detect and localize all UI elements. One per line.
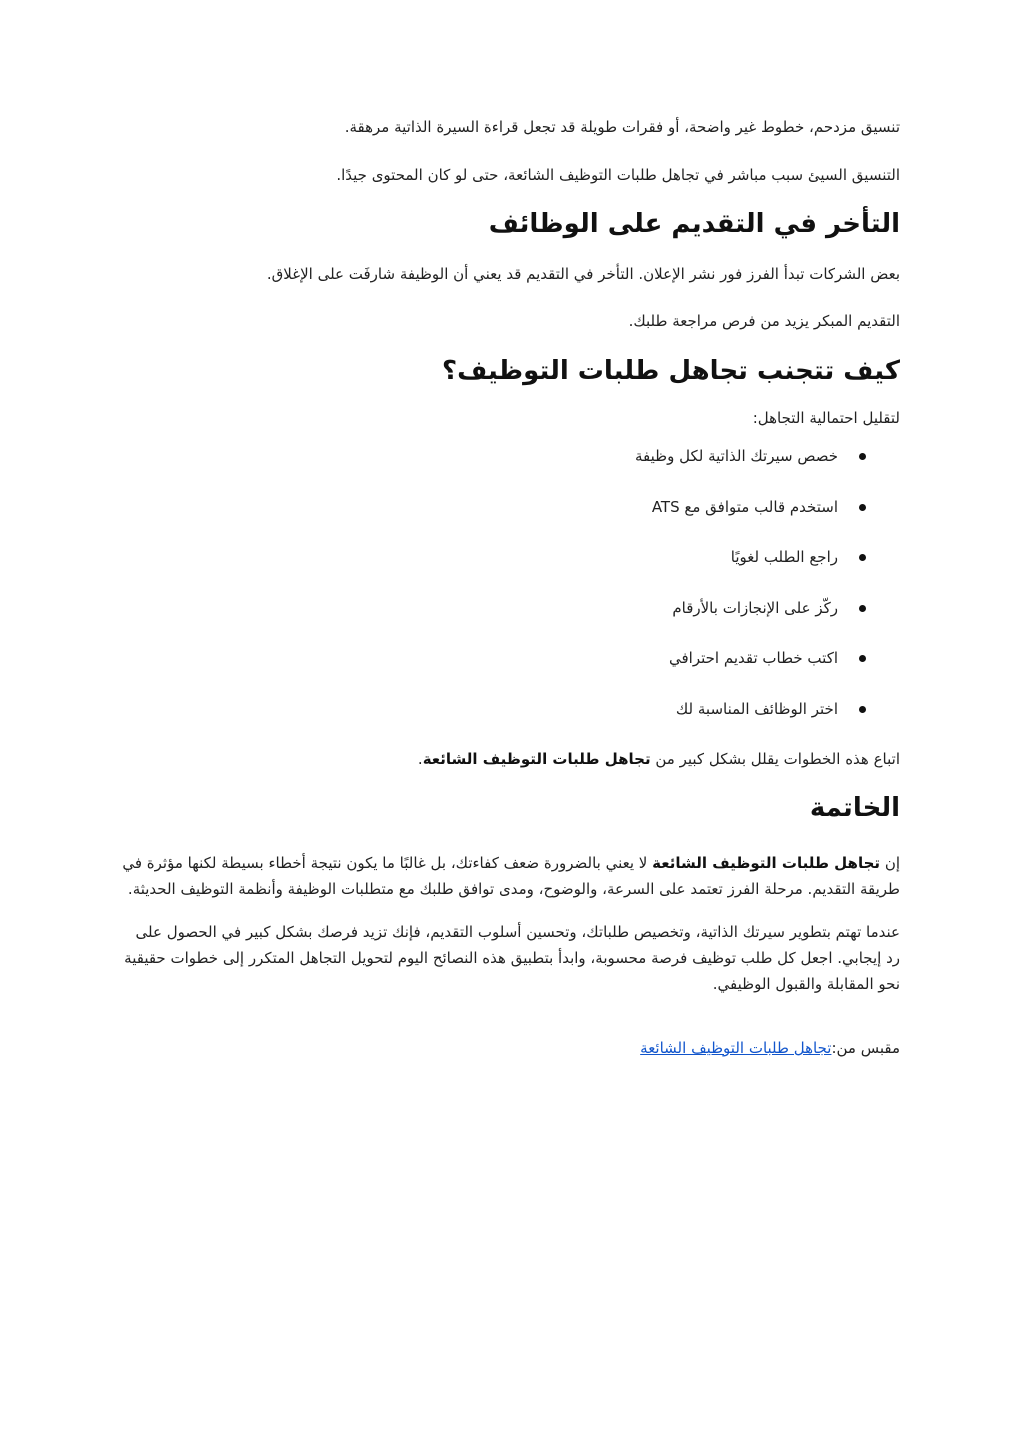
heading-conclusion: الخاتمة <box>809 792 900 823</box>
list-item-text: اختر الوظائف المناسبة لك <box>675 699 838 718</box>
paragraph-formatting-issue: تنسيق مزدحم، خطوط غير واضحة، أو فقرات طويلة قد تجعل قراءة السيرة الذاتية مرهقة. <box>344 118 900 136</box>
conclusion-text-prefix: إن <box>880 853 900 872</box>
bullet-icon <box>859 554 866 561</box>
list-item <box>120 443 900 469</box>
list-item-text: ركّز على الإنجازات بالأرقام <box>672 598 838 617</box>
list-item <box>120 595 900 621</box>
paragraph-formatting-cause: التنسيق السيئ سبب مباشر في تجاهل طلبات التوظيف الشائعة، حتى لو كان المحتوى جيدًا. <box>336 166 900 184</box>
paragraph-delay-early: التقديم المبكر يزيد من فرص مراجعة طلبك. <box>628 312 900 330</box>
follow-text-prefix: اتباع هذه الخطوات يقلل بشكل كبير من <box>650 749 900 768</box>
follow-text-suffix: . <box>417 749 423 768</box>
bullet-icon <box>859 655 866 662</box>
list-item <box>120 544 900 570</box>
bullet-icon <box>859 453 866 460</box>
conclusion-text-bold: تجاهل طلبات التوظيف الشائعة <box>652 853 881 872</box>
source-citation <box>120 1035 900 1061</box>
list-item <box>120 645 900 671</box>
list-item-text: خصص سيرتك الذاتية لكل وظيفة <box>635 447 838 465</box>
paragraph-delay-companies: بعض الشركات تبدأ الفرز فور نشر الإعلان. التأخر في التقديم قد يعني أن الوظيفة شارفَت على الإغلاق. <box>266 265 900 283</box>
bullet-icon <box>859 504 866 511</box>
source-prefix: مقبس من: <box>831 1038 900 1057</box>
list-item-text: راجع الطلب لغويًا <box>730 548 838 567</box>
conclusion-text-suffix: لا يعني بالضرورة ضعف كفاءتك، بل غالبًا ما يكون نتيجة أخطاء بسيطة لكنها مؤثرة في طريقة التقديم. مرحلة الفرز تعتمد على السرعة، والوضوح، ومدى توافق طلبك مع متطلبات الوظيفة وأنظمة التوظيف الحديثة. <box>122 853 900 898</box>
paragraph-conclusion-1 <box>120 850 900 902</box>
follow-text-bold: تجاهل طلبات التوظيف الشائعة <box>422 749 651 768</box>
paragraph-conclusion-2: عندما تهتم بتطوير سيرتك الذاتية، وتخصيص طلباتك، وتحسين أسلوب التقديم، فإنك تزيد فرصك بشكل كبير في الحصول على رد إيجابي. اجعل كل طلب توظيف فرصة محسوبة، وابدأ بتطبيق هذه النصائح اليوم لتحويل التجاهل المتكرر إلى خطوات حقيقية نحو المقابلة والقبول الوظيفي. <box>124 922 900 993</box>
heading-how-to-avoid: كيف تتجنب تجاهل طلبات التوظيف؟ <box>442 356 900 386</box>
heading-application-delay: التأخر في التقديم على الوظائف <box>488 209 900 239</box>
list-item <box>120 494 900 520</box>
paragraph-how-intro: لتقليل احتمالية التجاهل: <box>752 409 900 427</box>
bullet-icon <box>859 706 866 713</box>
bullet-icon <box>859 605 866 612</box>
list-item <box>120 696 900 722</box>
list-item-text: استخدم قالب متوافق مع ATS <box>651 497 838 516</box>
paragraph-follow-steps <box>120 746 900 772</box>
article-body <box>120 114 900 1061</box>
tips-list <box>120 443 900 722</box>
list-item-text: اكتب خطاب تقديم احترافي <box>668 649 838 668</box>
source-link[interactable]: تجاهل طلبات التوظيف الشائعة <box>640 1038 832 1057</box>
